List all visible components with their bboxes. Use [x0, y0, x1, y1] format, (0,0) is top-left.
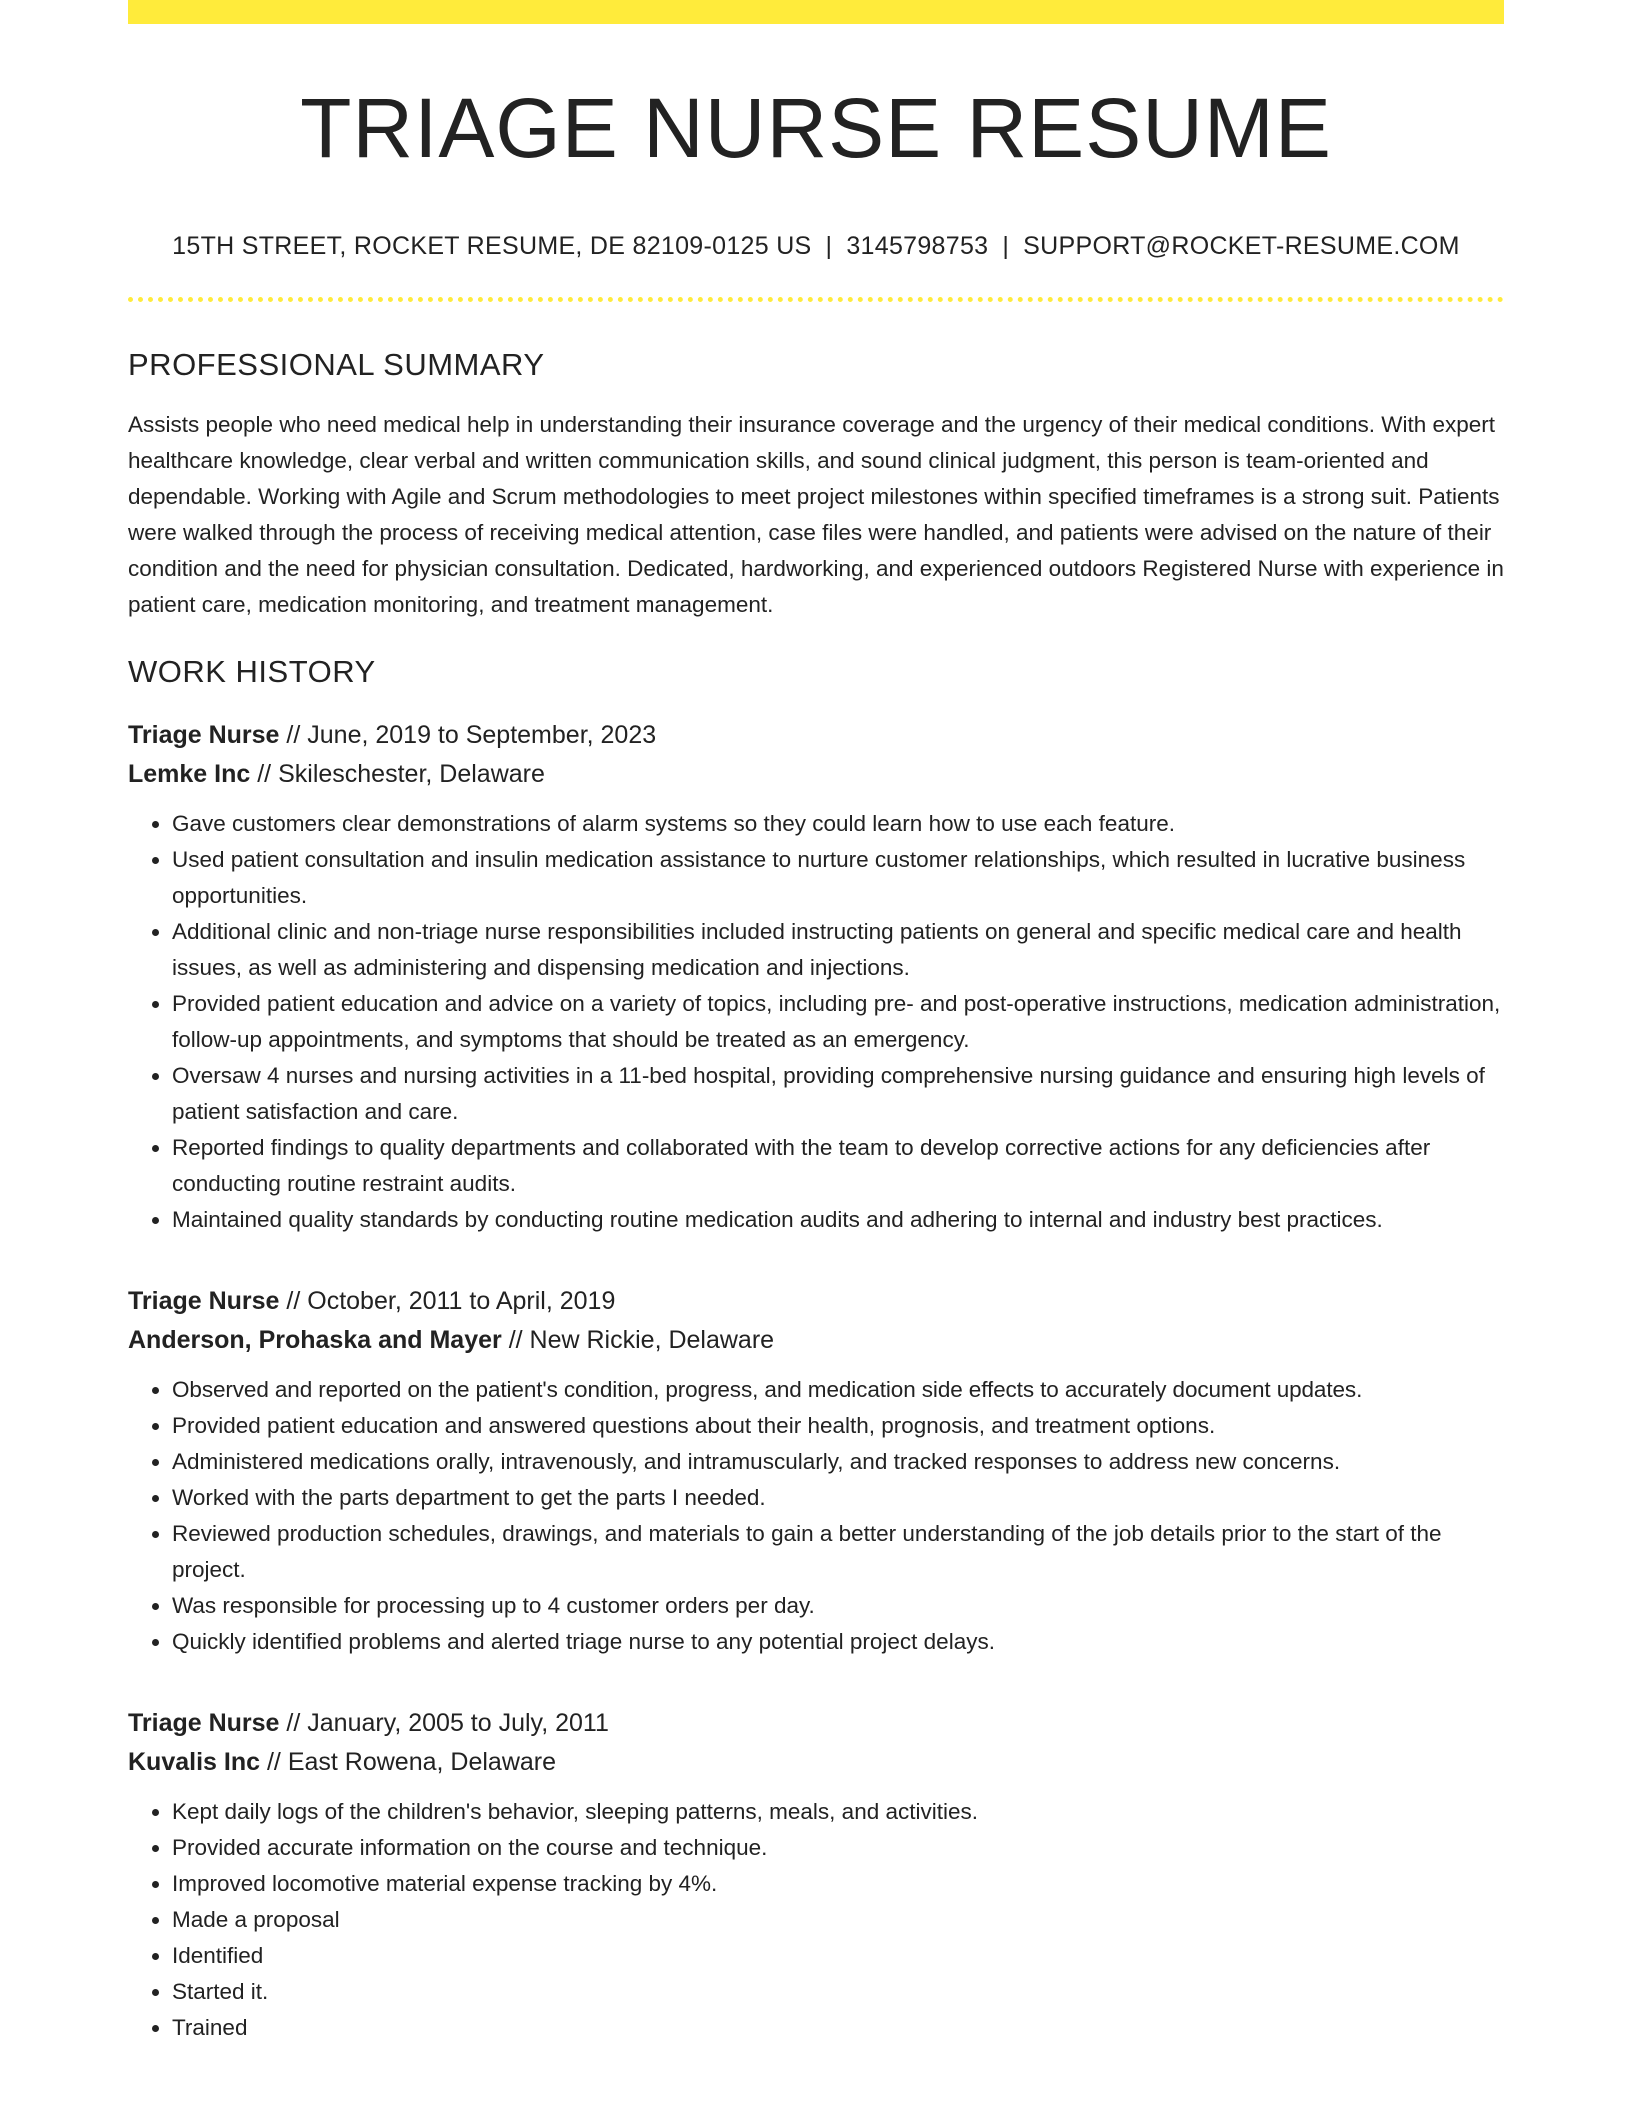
job-divider: //	[257, 760, 272, 789]
job-role-line	[128, 716, 1504, 755]
list-item: • Administered medications orally, intravenously, and intramuscularly, and tracked responses to address new concerns.	[172, 1444, 1504, 1480]
list-item: • Was responsible for processing up to 4 customer orders per day.	[172, 1588, 1504, 1624]
list-item: • Worked with the parts department to get the parts I needed.	[172, 1480, 1504, 1516]
job-divider: //	[286, 721, 301, 750]
list-item: • Trained	[172, 2010, 1504, 2046]
list-item: • Provided patient education and answered questions about their health, prognosis, and treatment options.	[172, 1408, 1504, 1444]
accent-top-bar	[128, 0, 1504, 24]
job-dates: June, 2019 to September, 2023	[307, 721, 657, 750]
job-role: Triage Nurse	[128, 1287, 280, 1316]
job-company: Kuvalis Inc	[128, 1748, 260, 1777]
list-item: • Used patient consultation and insulin medication assistance to nurture customer relationships, which resulted in lucrative business opportunities.	[172, 842, 1504, 914]
list-item: • Provided patient education and advice on a variety of topics, including pre- and post-operative instructions, medication administration, follow-up appointments, and symptoms that should be treated as an emergency.	[172, 986, 1504, 1058]
list-item: • Oversaw 4 nurses and nursing activities in a 11-bed hospital, providing comprehensive nursing guidance and ensuring high levels of patient satisfaction and care.	[172, 1058, 1504, 1130]
job-bullets	[128, 1794, 1504, 2046]
contact-line	[128, 232, 1504, 261]
section-title-work-history: WORK HISTORY	[128, 654, 376, 690]
job-company-line	[128, 755, 1504, 794]
dotted-divider	[128, 297, 1504, 302]
job-dates: October, 2011 to April, 2019	[307, 1287, 616, 1316]
job-location: East Rowena, Delaware	[287, 1748, 557, 1777]
list-item: • Started it.	[172, 1974, 1504, 2010]
list-item: • Identified	[172, 1938, 1504, 1974]
summary-text: Assists people who need medical help in understanding their insurance coverage and the urgency of their medical conditions. With expert healthcare knowledge, clear verbal and written communication skills, and sound clinical judgment, this person is team-oriented and dependable. Working with Agile and Scrum methodologies to meet project milestones within specified timeframes is a strong suit. Patients were walked through the process of receiving medical attention, case files were handled, and patients were advised on the nature of their condition and the need for physician consultation. Dedicated, hardworking, and experienced outdoors Registered Nurse with experience in patient care, medication monitoring, and treatment management.	[128, 412, 1504, 618]
job-bullets	[128, 806, 1504, 1238]
resume-page	[128, 0, 1504, 2046]
list-item: • Improved locomotive material expense tracking by 4%.	[172, 1866, 1504, 1902]
list-item: • Made a proposal	[172, 1902, 1504, 1938]
section-title-summary: PROFESSIONAL SUMMARY	[128, 347, 545, 382]
list-item: • Quickly identified problems and alerted triage nurse to any potential project delays.	[172, 1624, 1504, 1660]
list-item: • Additional clinic and non-triage nurse responsibilities included instructing patients on general and specific medical care and health issues, as well as administering and dispensing medication and injections.	[172, 914, 1504, 986]
job-company-line	[128, 1321, 1504, 1360]
list-item: • Kept daily logs of the children's behavior, sleeping patterns, meals, and activities.	[172, 1794, 1504, 1830]
job-role: Triage Nurse	[128, 721, 280, 750]
contact-phone: 3145798753	[846, 232, 989, 260]
job-dates: January, 2005 to July, 2011	[307, 1709, 609, 1738]
job-company: Anderson, Prohaska and Mayer	[128, 1326, 502, 1355]
job-company-line	[128, 1743, 1504, 1782]
job-location: New Rickie, Delaware	[529, 1326, 775, 1355]
job-divider: //	[266, 1748, 281, 1777]
job-divider: //	[286, 1287, 301, 1316]
job-entry	[128, 1704, 1504, 2046]
job-divider: //	[286, 1709, 301, 1738]
job-role-line	[128, 1704, 1504, 1743]
job-bullets	[128, 1372, 1504, 1660]
resume-title: TRIAGE NURSE RESUME	[300, 81, 1332, 175]
job-role-line	[128, 1282, 1504, 1321]
job-entry	[128, 716, 1504, 1238]
list-item: • Gave customers clear demonstrations of alarm systems so they could learn how to use each feature.	[172, 806, 1504, 842]
list-item: • Maintained quality standards by conducting routine medication audits and adhering to internal and industry best practices.	[172, 1202, 1504, 1238]
list-item: • Observed and reported on the patient's condition, progress, and medication side effects to accurately document updates.	[172, 1372, 1504, 1408]
job-entry	[128, 1282, 1504, 1660]
job-company: Lemke Inc	[128, 760, 251, 789]
list-item: • Reported findings to quality departments and collaborated with the team to develop corrective actions for any deficiencies after conducting routine restraint audits.	[172, 1130, 1504, 1202]
job-location: Skileschester, Delaware	[278, 760, 545, 789]
job-divider: //	[508, 1326, 523, 1355]
job-role: Triage Nurse	[128, 1709, 280, 1738]
list-item: • Reviewed production schedules, drawings, and materials to gain a better understanding of the job details prior to the start of the project.	[172, 1516, 1504, 1588]
contact-separator: |	[1002, 232, 1010, 260]
list-item: • Provided accurate information on the course and technique.	[172, 1830, 1504, 1866]
contact-separator: |	[825, 232, 833, 260]
contact-address: 15TH STREET, ROCKET RESUME, DE 82109-0125 US	[172, 232, 812, 260]
contact-email: SUPPORT@ROCKET-RESUME.COM	[1023, 232, 1460, 260]
